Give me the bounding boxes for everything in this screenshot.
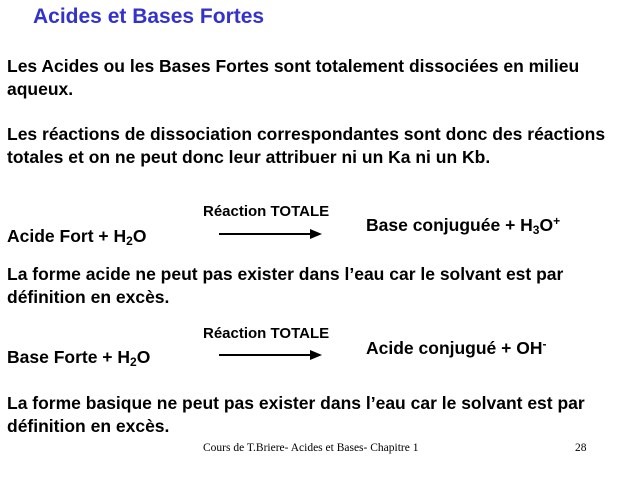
reaction1-arrow-icon [218, 227, 323, 241]
paragraph-total-reactions: Les réactions de dissociation correspondantes sont donc des réactions totales et on ne peut donc leur attribuer ni un Ka ni un Kb. [7, 124, 606, 167]
slide-title: Acides et Bases Fortes [33, 5, 265, 28]
reaction2-products-superscript: - [542, 337, 547, 351]
slide-footer: Cours de T.Briere- Acides et Bases- Chapitre 1 [203, 442, 419, 454]
reaction1-arrow-label: Réaction TOTALE [203, 203, 330, 220]
reaction2-arrow-icon [218, 348, 323, 362]
reaction1-products [366, 215, 560, 236]
reaction2-products [366, 338, 547, 359]
reaction1-reactants-end: O [132, 226, 147, 246]
reaction2-reactants-end: O [136, 347, 151, 367]
reaction1-products-text: Base conjuguée + H [366, 215, 533, 235]
reaction1-reactants-text: Acide Fort + H [7, 226, 127, 246]
reaction1-reactants-subscript: 2 [126, 234, 133, 248]
reaction1-products-superscript: + [553, 214, 561, 228]
paragraph-base-form: La forme basique ne peut pas exister dans l’eau car le solvant est par définition en excès. [7, 393, 585, 436]
reaction1-reactants [7, 226, 146, 247]
paragraph-dissociation: Les Acides ou les Bases Fortes sont totalement dissociées en milieu aqueux. [7, 56, 580, 99]
reaction2-reactants [7, 347, 150, 368]
page-number: 28 [575, 442, 587, 454]
reaction2-reactants-text: Base Forte + H [7, 347, 131, 367]
reaction2-arrow-label: Réaction TOTALE [203, 325, 330, 342]
reaction2-products-text: Acide conjugué + OH [366, 338, 543, 358]
reaction1-products-subscript: 3 [532, 223, 540, 237]
paragraph-acid-form: La forme acide ne peut pas exister dans l’eau car le solvant est par définition en excès. [7, 264, 564, 307]
reaction1-products-mid: O [539, 215, 554, 235]
reaction2-reactants-subscript: 2 [130, 355, 137, 369]
